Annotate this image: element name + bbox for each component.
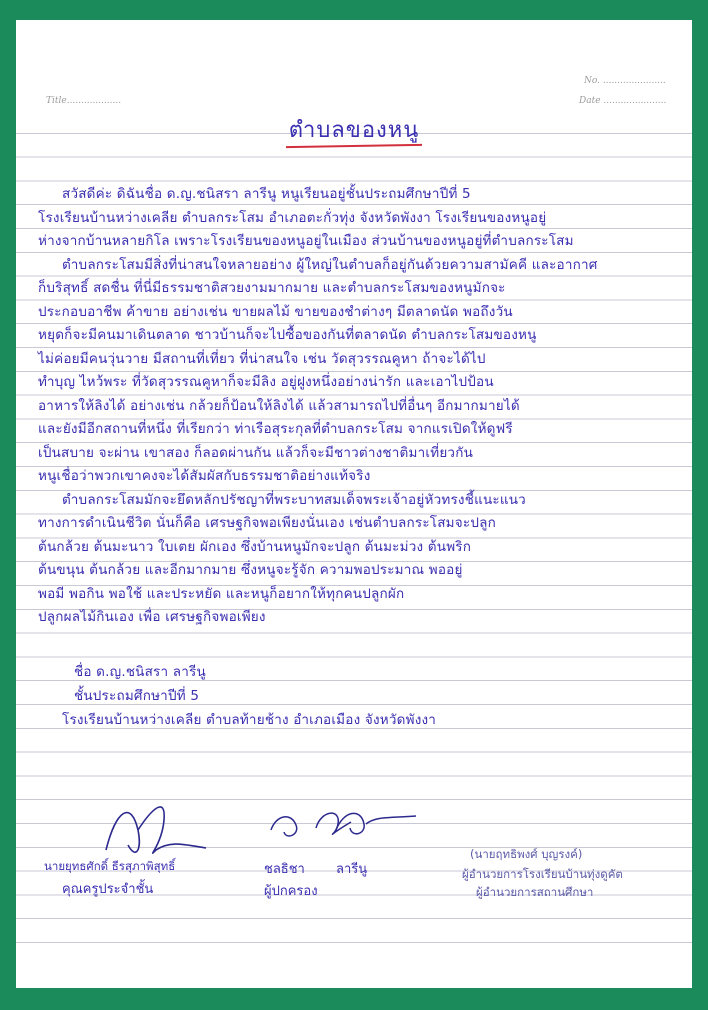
essay-line: ตำบลกระโสมมีสิ่งที่น่าสนใจหลายอย่าง ผู้ใหญ่ในตำบลก็อยู่กันด้วยความสามัคคี และอากาศ <box>62 257 598 273</box>
essay-line: พอมี พอกิน พอใช้ และประหยัด และหนูก็อยากให้ทุกคนปลูกผัก <box>38 586 405 602</box>
number-field: No. ...................... <box>584 76 666 86</box>
essay-line: ห่างจากบ้านหลายกิโล เพราะโรงเรียนของหนูอยู่ในเมือง ส่วนบ้านของหนูอยู่ที่ตำบลกระโสม <box>38 233 574 249</box>
essay-line: หนูเชื่อว่าพวกเขาคงจะได้สัมผัสกับธรรมชาติอย่างแท้จริง <box>38 468 371 484</box>
essay-title: ตำบลของหนู <box>288 118 420 143</box>
date-field: Date ...................... <box>579 96 667 106</box>
essay-line: หยุดก็จะมีคนมาเดินตลาด ชาวบ้านก็จะไปซื้อของกันที่ตลาดนัด ตำบลกระโสมของหนู <box>38 327 537 343</box>
essay-line: ไม่ค่อยมีคนวุ่นวาย มีสถานที่เที่ยว ที่น่าสนใจ เช่น วัดสุวรรณคูหา ถ้าจะได้ไป <box>38 351 486 367</box>
essay-line: และยังมีอีกสถานที่หนึ่ง ที่เรียกว่า ท่าเรือสุระกุลที่ตำบลกระโสม จากแรเปิดให้ดูฟรี <box>38 421 513 437</box>
essay-line: ปลูกผลไม้กินเอง เพื่อ เศรษฐกิจพอเพียง <box>38 609 266 625</box>
essay-line: ตำบลกระโสมมักจะยึดหลักปรัชญาที่พระบาทสมเด็จพระเจ้าอยู่หัวทรงชี้แนะแนว <box>62 492 526 508</box>
director-role-1: ผู้อำนวยการโรงเรียนบ้านทุ่งดูคัต <box>462 867 623 881</box>
essay-line: สวัสดีค่ะ ดิฉันชื่อ ด.ญ.ชนิสรา ลารีนู หนูเรียนอยู่ชั้นประถมศึกษาปีที่ 5 <box>62 186 471 202</box>
parent-role: ผู้ปกครอง <box>264 884 318 899</box>
student-name: ชื่อ ด.ญ.ชนิสรา ลารีนู <box>74 664 206 680</box>
title-field: Title................... <box>46 96 122 106</box>
director-name: (นายฤทธิพงศ์ บุญรงค์) <box>470 847 583 861</box>
student-grade: ชั้นประถมศึกษาปีที่ 5 <box>74 688 200 704</box>
essay-line: เป็นสบาย จะผ่าน เขาสอง ก็ลอดผ่านกัน แล้วก็จะมีชาวต่างชาติมาเที่ยวกัน <box>38 445 474 461</box>
essay-line: ก็บริสุทธิ์ สดชื่น ที่นี่มีธรรมชาติสวยงามมากมาย และตำบลกระโสมของหนูมักจะ <box>38 280 506 296</box>
essay-line: ต้นขนุน ต้นกล้วย และอีกมากมาย ซึ่งหนูจะรู้จัก ความพอประมาณ พออยู่ <box>38 562 463 578</box>
parent-last-name: ลารีนู <box>336 862 368 877</box>
essay-line: อาหารให้ลิงได้ อย่างเช่น กล้วยก็ป้อนให้ลิงได้ แล้วสามารถไปที่อื่นๆ อีกมากมายได้ <box>38 398 520 414</box>
essay-line: ต้นกล้วย ต้นมะนาว ใบเตย ผักเอง ซึ่งบ้านหนูมักจะปลูก ต้นมะม่วง ต้นพริก <box>38 539 472 555</box>
essay-line: ทำบุญ ไหว้พระ ที่วัดสุวรรณคูหาก็จะมีลิง อยู่ฝูงหนึ่งอย่างน่ารัก และเอาไปป้อน <box>38 374 494 390</box>
lined-paper <box>16 20 692 988</box>
essay-line: ทางการดำเนินชีวิต นั่นก็คือ เศรษฐกิจพอเพียงนั่นเอง เช่นตำบลกระโสมจะปลูก <box>38 515 496 531</box>
teacher-name: นายยุทธศักดิ์ ธีรสุภาพิสุทธิ์ <box>44 859 176 873</box>
director-signature <box>316 798 426 848</box>
essay-line: โรงเรียนบ้านหว่างเคลีย ตำบลกระโสม อำเภอตะกั่วทุ่ง จังหวัดพังงา โรงเรียนของหนูอยู่ <box>38 210 547 226</box>
parent-first-name: ชลธิชา <box>264 862 305 877</box>
student-school: โรงเรียนบ้านหว่างเคลีย ตำบลท้ายช้าง อำเภอเมือง จังหวัดพังงา <box>62 712 437 728</box>
essay-line: ประกอบอาชีพ ค้าขาย อย่างเช่น ขายผลไม้ ขายของชำต่างๆ มีตลาดนัด พอถึงวัน <box>38 304 513 320</box>
director-role-2: ผู้อำนวยการสถานศึกษา <box>476 885 594 899</box>
teacher-role: คุณครูประจำชั้น <box>62 882 154 897</box>
